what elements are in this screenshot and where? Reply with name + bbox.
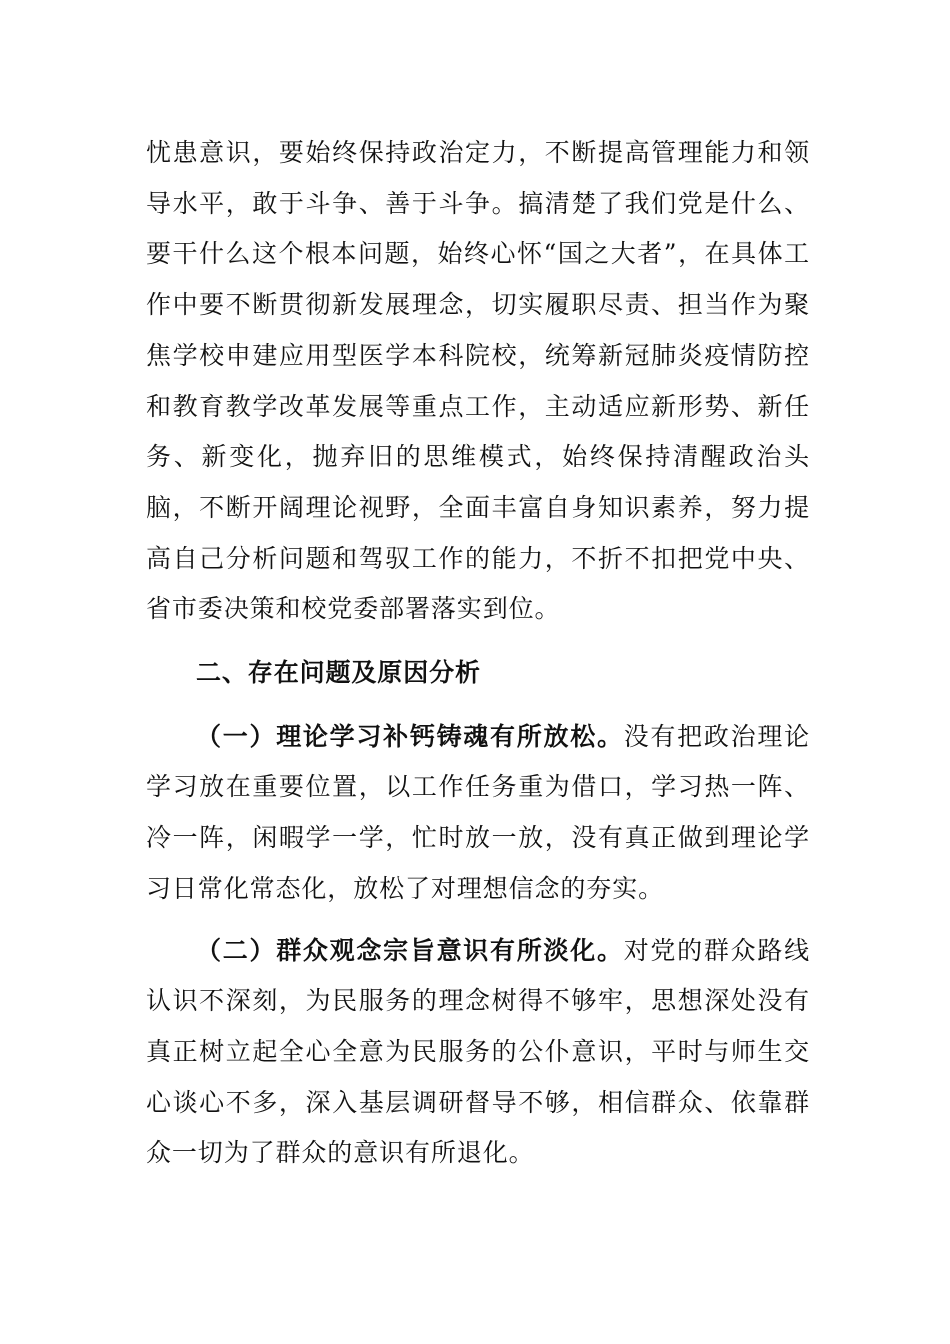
continued-paragraph: 忧患意识，要始终保持政治定力，不断提高管理能力和领导水平，敢于斗争、善于斗争。搞清楚了我们党是什么、要干什么这个根本问题，始终心怀“国之大者”，在具体工作中要不断贯彻新发展理念，切实履职尽责、担当作为聚焦学校申建应用型医学本科院校，统筹新冠肺炎疫情防控和教育教学改革发展等重点工作，主动适应新形势、新任务、新变化，抛弃旧的思维模式，始终保持清醒政治头脑，不断开阔理论视野，全面丰富自身知识素养，努力提高自己分析问题和驾驭工作的能力，不折不扣把党中央、省市委决策和校党委部署落实到位。 [146, 138, 810, 624]
problem-paragraph-2 [146, 926, 810, 1180]
problem-heading-1: （一）理论学习补钙铸魂有所放松。 [196, 721, 624, 751]
problem-paragraph-1 [146, 712, 810, 915]
section-heading: 二、存在问题及原因分析 [196, 658, 481, 688]
document-body [146, 128, 810, 1179]
problem-text-2: 对党的群众路线认识不深刻，为民服务的理念树得不够牢，思想深处没有真正树立起全心全意为民服务的公仆意识，平时与师生交心谈心不多，深入基层调研督导不够，相信群众、依靠群众一切为了群众的意识有所退化。 [146, 935, 810, 1168]
problem-text-1: 没有把政治理论学习放在重要位置，以工作任务重为借口，学习热一阵、冷一阵，闲暇学一学，忙时放一放，没有真正做到理论学习日常化常态化，放松了对理想信念的夯实。 [146, 721, 810, 903]
problem-heading-2: （二）群众观念宗旨意识有所淡化。 [196, 935, 624, 965]
